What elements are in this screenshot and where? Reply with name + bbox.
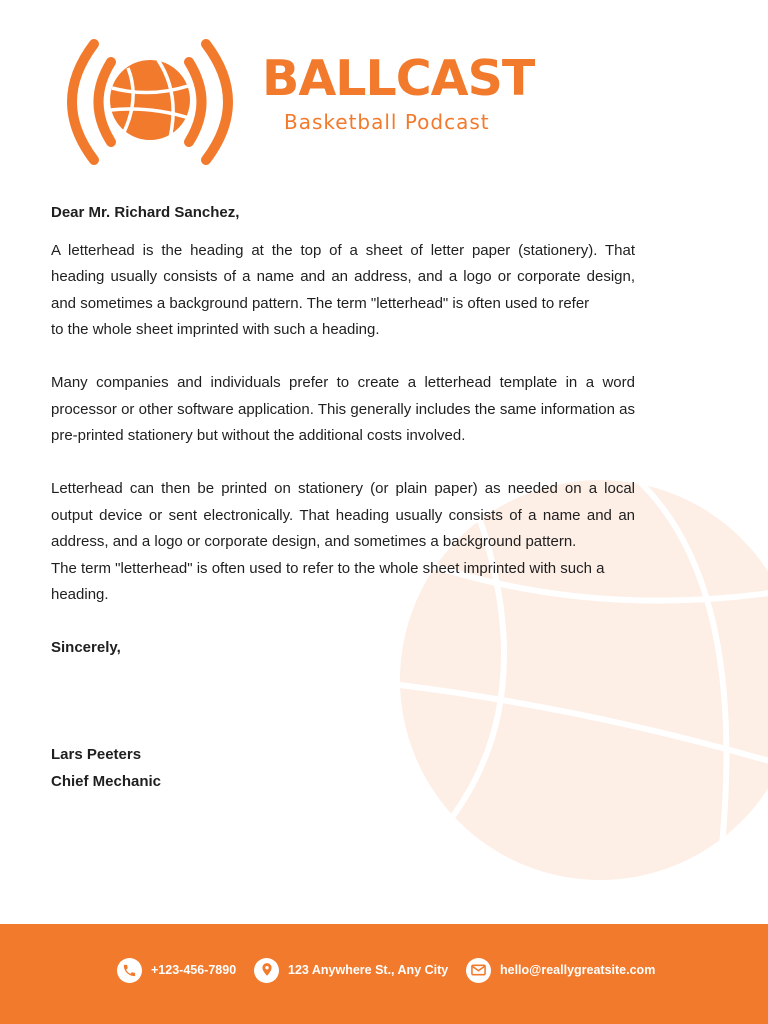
paragraph-3-tail: The term "letterhead" is often used to refer to the whole sheet imprinted with such a heading. [51,559,605,603]
brand-tagline: Basketball Podcast [284,110,490,134]
signature-block [51,741,635,795]
paragraph-3-text: Letterhead can then be printed on stationery (or plain paper) as needed on a local output device or sent electronically. That heading usually consists of a name and an address, and a logo or corporate design, and sometimes a background pattern. [51,480,635,550]
basketball-broadcast-icon [58,38,242,166]
contact-address[interactable] [254,957,448,983]
letterhead-footer [0,924,768,1024]
address-text: 123 Anywhere St., Any City [288,963,449,977]
signer-title: Chief Mechanic [51,772,162,790]
closing: Sincerely, [51,639,121,656]
mail-icon [466,958,491,983]
email-address: hello@reallygreatsite.com [500,963,656,977]
letter-body [51,200,635,795]
signer-name: Lars Peeters [51,745,142,763]
brand-name: BALLCAST [262,50,535,107]
phone-number: +123-456-7890 [151,963,237,977]
paragraph-3 [51,476,635,609]
paragraph-1-text: A letterhead is the heading at the top of a sheet of letter paper (stationery). That heading usually consists of a name and an address, and a logo or corporate design, and sometimes a background pattern. The term "letterhead" is often used to refer [51,241,635,312]
paragraph-1 [51,238,635,344]
phone-icon [117,958,142,983]
paragraph-2: Many companies and individuals prefer to create a letterhead template in a word processor or other software application. This generally includes the same information as pre-printed stationery but without the additional costs involved. [51,374,635,444]
contact-phone[interactable] [117,957,236,983]
location-pin-icon [254,958,279,983]
salutation: Dear Mr. Richard Sanchez, [51,204,240,221]
contact-email[interactable] [466,957,655,983]
paragraph-1-tail: to the whole sheet imprinted with such a heading. [51,321,380,338]
letterhead-header [58,38,578,168]
